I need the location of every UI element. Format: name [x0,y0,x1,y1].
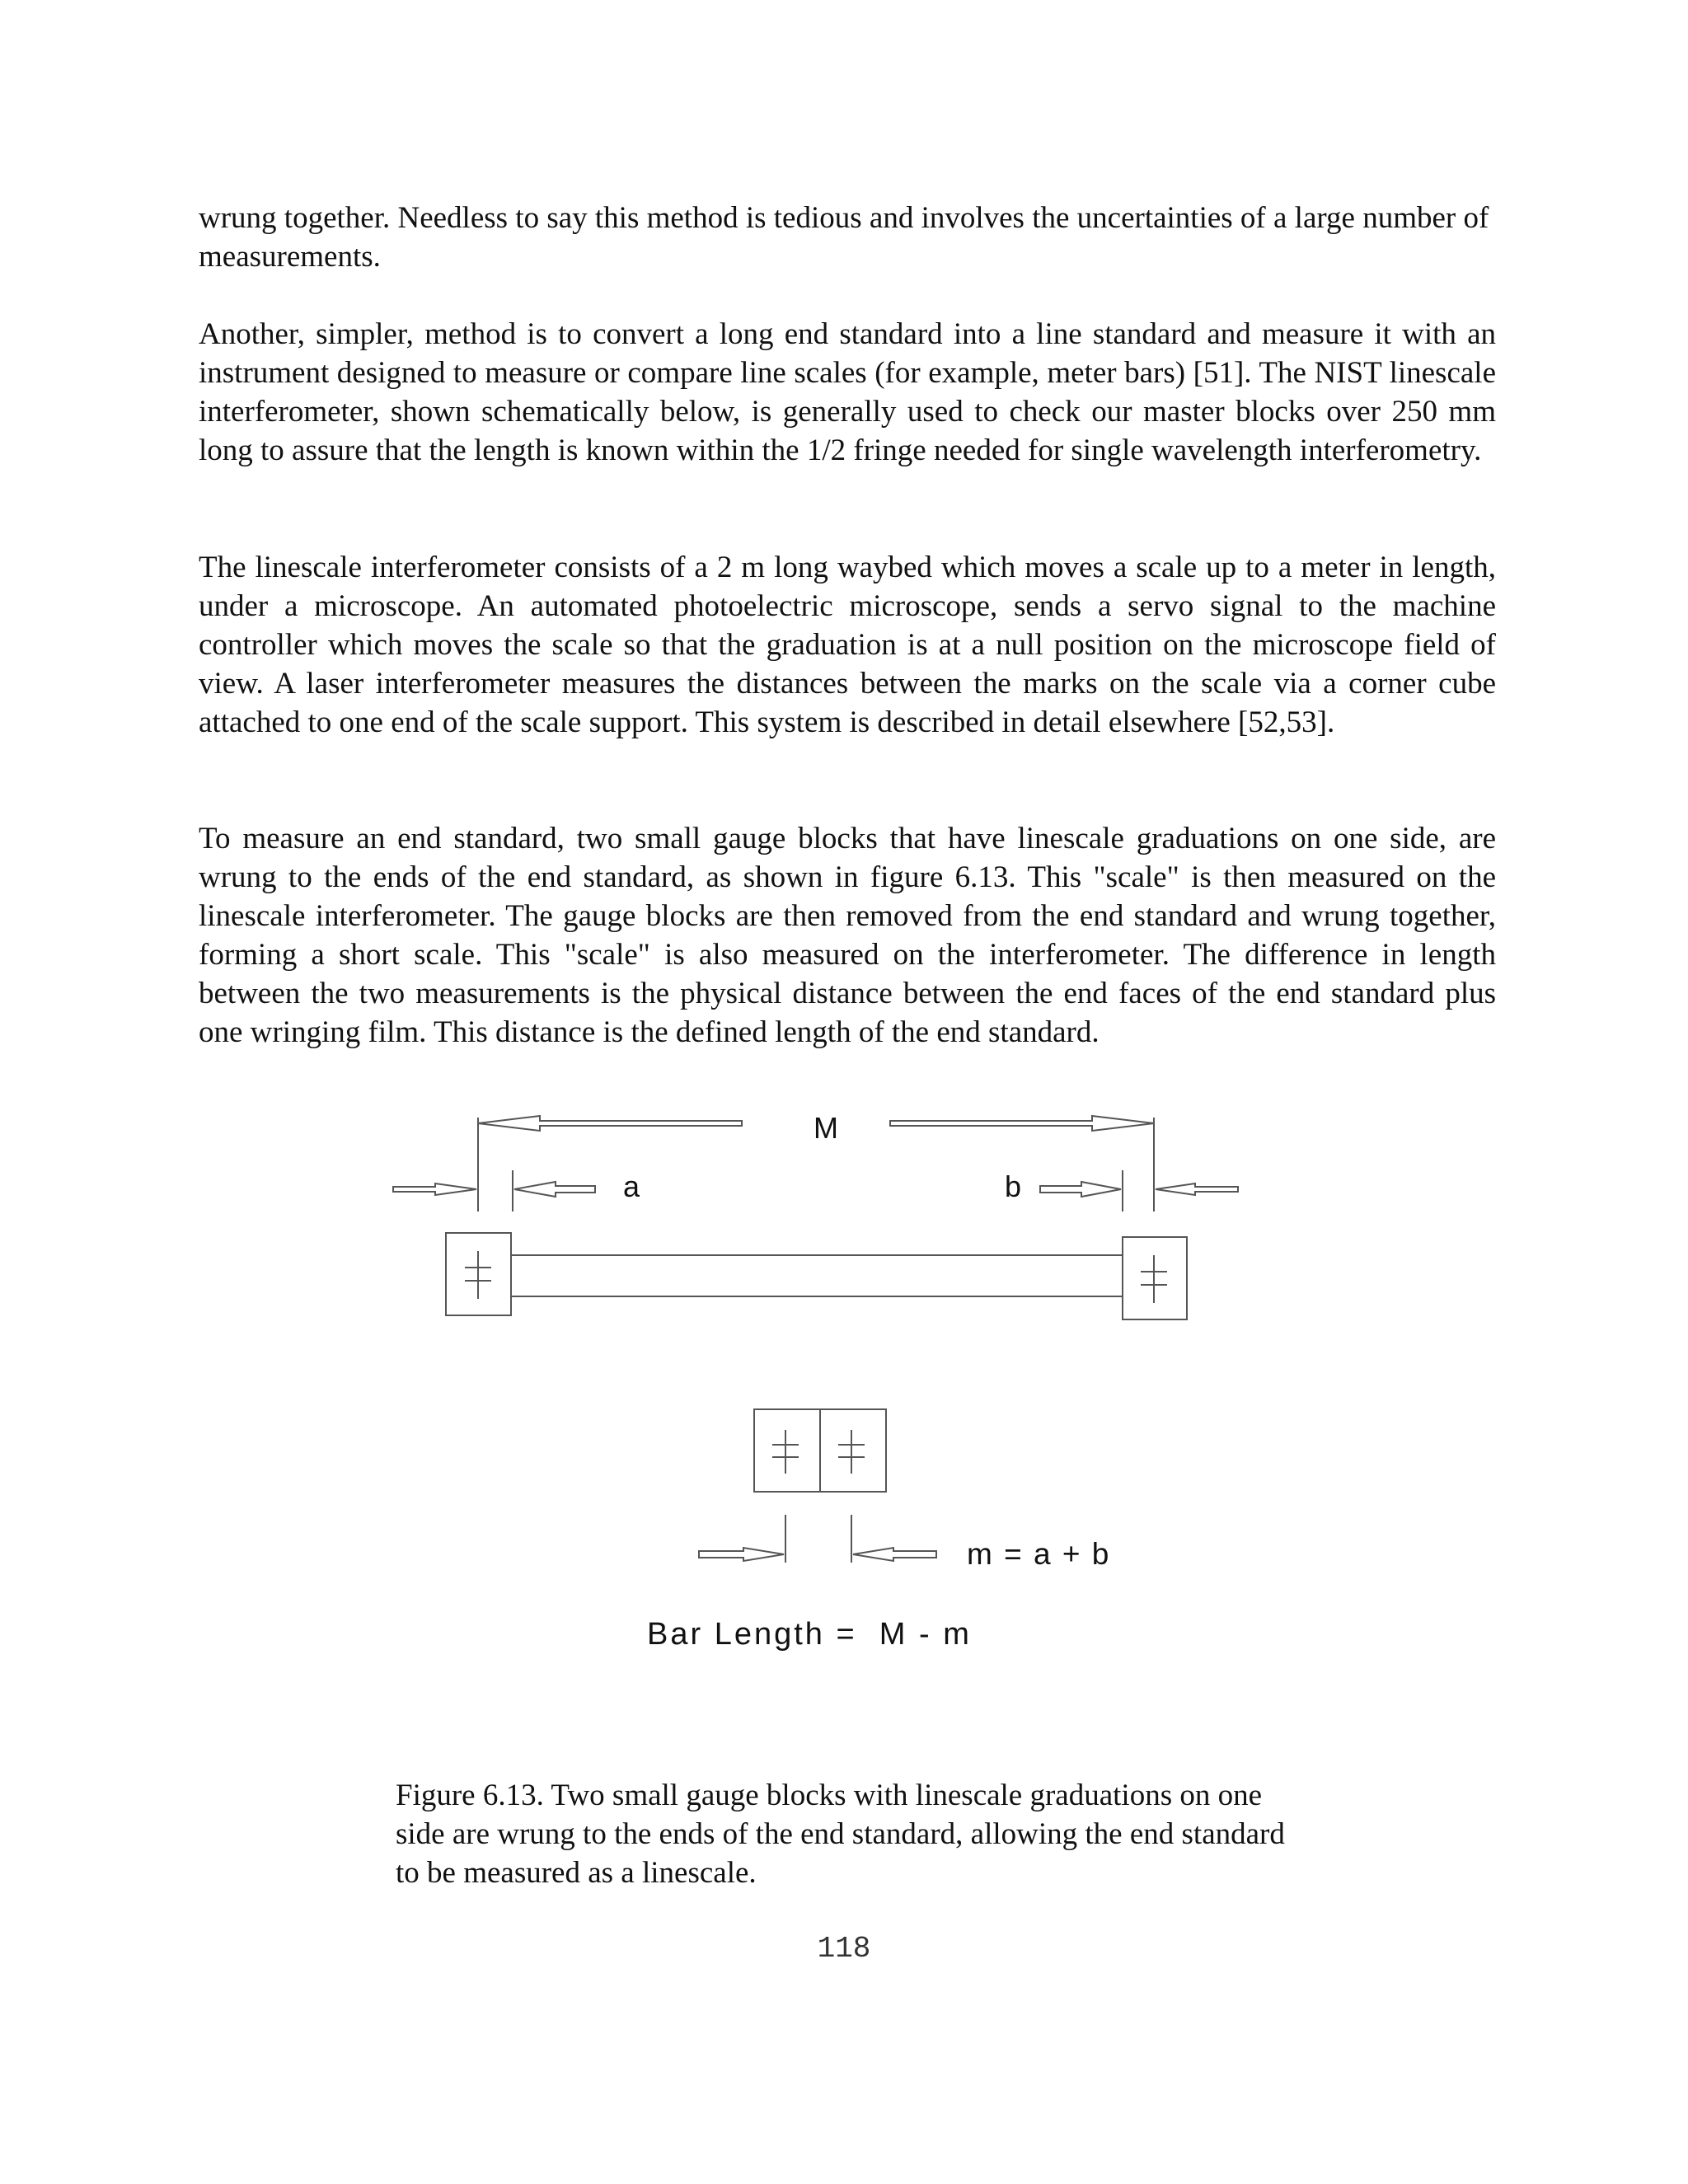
label-b: b [1004,1169,1022,1203]
arrow-b-outer [1156,1183,1238,1195]
figure-6-13-diagram [0,1096,1688,1690]
left-graduation-mark [465,1251,491,1299]
label-M: M [814,1111,838,1145]
figure-caption: Figure 6.13. Two small gauge blocks with linescale graduations on one side are wrung to the ends of the end standard, allowing the end standard to be measured as a linescale. [396,1779,1285,1890]
short-scale-graduation-right [838,1430,865,1474]
arrow-m-right [853,1548,936,1561]
right-graduation-mark [1141,1255,1167,1303]
paragraph-4: To measure an end standard, two small gauge blocks that have linescale graduations on one side, are wrung to the ends of the end standard, as shown in figure 6.13. This "scale" is then measured on the linescale interferometer. The gauge blocks are then removed from the end standard and wrung together, forming a short scale. This "scale" is also measured on the interferometer. The difference in length between the two measurements is the physical distance between the end faces of the end standard plus one wringing film. This distance is the defined length of the end standard. [199,822,1496,1049]
arrow-M-left [478,1116,742,1131]
arrow-m-left [699,1548,784,1561]
arrow-M-right [890,1116,1154,1131]
paragraph-1: wrung together. Needless to say this method is tedious and involves the uncertainties of a large number of measurements. [199,201,1489,274]
equation-bar-length: Bar Length = M - m [647,1617,972,1652]
arrow-a-inner [514,1182,595,1197]
equation-m: m = a + b [967,1537,1111,1571]
paragraph-3: The linescale interferometer consists of a 2 m long waybed which moves a scale up to a meter in length, under a microscope. An automated photoelectric microscope, sends a servo signal to the machine controller which moves the scale so that the graduation is at a null position on the microscope field of view. A laser interferometer measures the distances between the marks on the scale via a corner cube attached to one end of the scale support. This system is described in detail elsewhere [52,53]. [199,551,1496,739]
end-standard-bar [511,1255,1123,1296]
arrow-b-inner [1040,1182,1121,1197]
short-scale-block-left [754,1409,820,1492]
arrow-a-outer [393,1183,476,1195]
label-a: a [622,1169,640,1203]
short-scale-block-right [820,1409,886,1492]
paragraph-2: Another, simpler, method is to convert a long end standard into a line standard and measure it with an instrument designed to measure or compare line scales (for example, meter bars) [51]. The NIST linescale interferometer, shown schematically below, is generally used to check our master blocks over 250 mm long to assure that the length is known within the 1/2 fringe needed for single wavelength interferometry. [199,317,1496,467]
page-number: 118 [817,1932,871,1966]
short-scale-graduation-left [772,1430,799,1474]
